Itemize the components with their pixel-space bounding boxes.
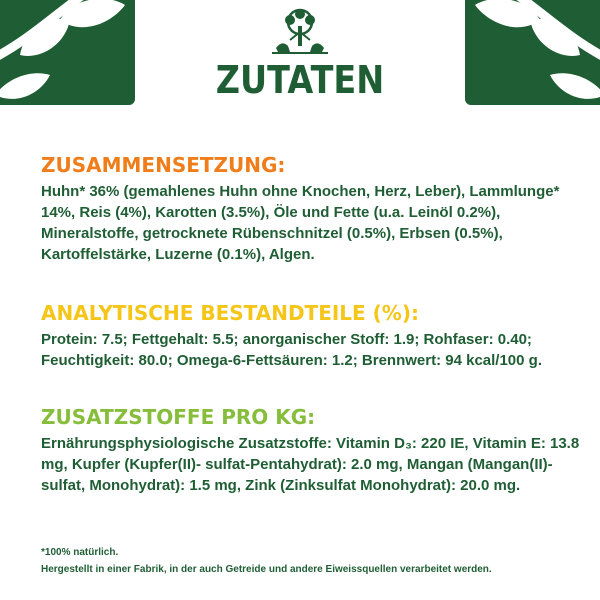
section-analytical-constituents (41, 301, 581, 371)
section-heading: ANALYTISCHE BESTANDTEILE (%): (41, 301, 419, 325)
section-heading: ZUSATZSTOFFE PRO KG: (41, 405, 316, 429)
footnote-natural: *100% natürlich. (41, 547, 119, 558)
section-body: Huhn* 36% (gemahlenes Huhn ohne Knochen, Herz, Leber), Lammlunge* 14%, Reis (4%), Karotten (3.5%), Öle und Fette (u.a. Leinöl 0.2%), Mineralstoffe, getrocknete Rübenschnitzel (0.5%), Erbsen (0.5%), Kartoffelstärke, Luzerne (0.1%), Algen. (41, 183, 560, 263)
page-title: ZUTATEN (215, 58, 385, 102)
section-body: Ernährungsphysiologische Zusatzstoffe: Vitamin D₃: 220 IE, Vitamin E: 13.8 mg, Kupfer (Kupfer(II)- sulfat-Pentahydrat): 2.0 mg, Mangan (Mangan(II)-sulfat, Monohydrat): 1.5 mg, Zink (Zinksulfat Monohydrat): 20.0 mg. (41, 435, 580, 494)
section-additives (41, 405, 581, 496)
section-heading: ZUSAMMENSETZUNG: (41, 153, 286, 177)
brand-logo (268, 8, 332, 56)
footnotes (41, 544, 581, 578)
footnote-factory: Hergestellt in einer Fabrik, in der auch Getreide und andere Eiweissquellen verarbeitet werden. (41, 564, 492, 575)
section-composition (41, 153, 581, 265)
section-body: Protein: 7.5; Fettgehalt: 5.5; anorganischer Stoff: 1.9; Rohfaser: 0.40; Feuchtigkeit: 80.0; Omega-6-Fettsäuren: 1.2; Brennwert: 94 kcal/100 g. (41, 331, 542, 369)
tree-with-animals-icon (268, 8, 332, 56)
